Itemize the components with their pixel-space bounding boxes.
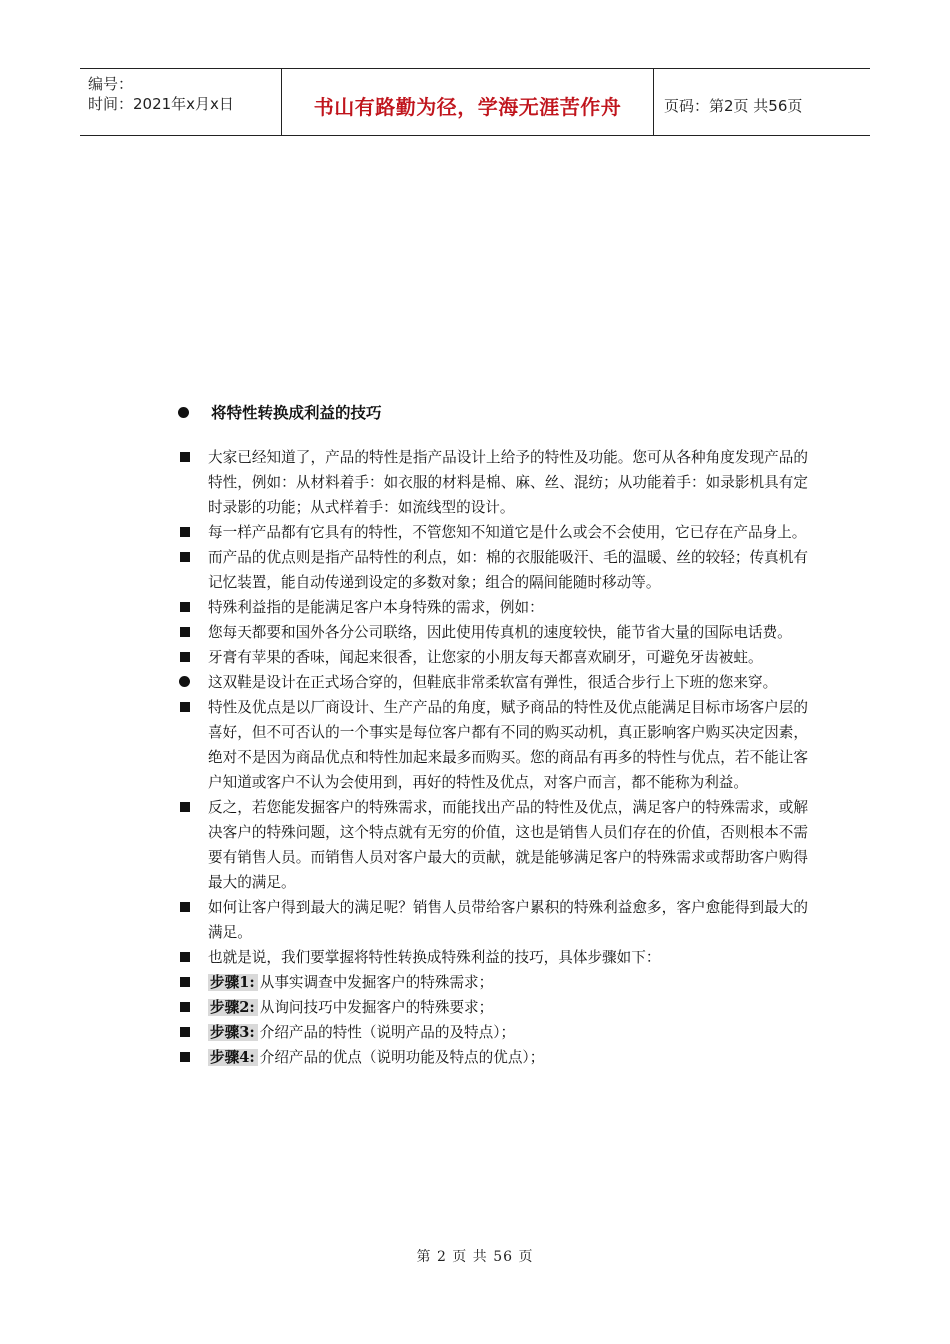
bullet-square-icon <box>178 695 208 795</box>
header-page-info: 页码：第2页 共56页 <box>664 96 803 115</box>
section-heading <box>178 400 808 425</box>
header-motto: 书山有路勤为径，学海无涯苦作舟 <box>282 69 654 135</box>
paragraph-text: 大家已经知道了，产品的特性是指产品设计上给予的特性及功能。您可从各种角度发现产品的特性，例如：从材料着手：如衣服的材料是棉、麻、丝、混纺；从功能着手：如录影机具有定时录影的功能；从式样着手：如流线型的设计。 <box>208 449 808 516</box>
bullet-square-icon <box>178 445 208 520</box>
list-item <box>178 520 808 545</box>
bullet-square-icon <box>178 795 208 895</box>
document-body <box>178 400 808 1070</box>
step-item <box>178 995 808 1020</box>
list-item <box>178 695 808 795</box>
paragraph-text: 这双鞋是设计在正式场合穿的，但鞋底非常柔软富有弹性，很适合步行上下班的您来穿。 <box>208 674 778 691</box>
list-item <box>178 645 808 670</box>
bullet-square-icon <box>178 520 208 545</box>
step-label: 步骤3: <box>208 1024 258 1041</box>
bullet-square-icon <box>178 1020 208 1045</box>
bullet-square-icon <box>178 945 208 970</box>
list-item <box>178 945 808 970</box>
step-label: 步骤4: <box>208 1049 258 1066</box>
paragraph-text: 也就是说，我们要掌握将特性转换成特殊利益的技巧，具体步骤如下： <box>208 949 661 966</box>
step-text: 介绍产品的特性（说明产品的及特点）； <box>259 1024 516 1041</box>
header-meta <box>80 69 282 135</box>
step-text-wrapper <box>208 1020 808 1045</box>
step-list <box>178 970 808 1070</box>
step-text-wrapper <box>208 970 808 995</box>
bullet-square-icon <box>178 645 208 670</box>
list-item <box>178 445 808 520</box>
step-label: 步骤1: <box>208 974 258 991</box>
paragraph-text: 每一样产品都有它具有的特性，不管您知不知道它是什么或会不会使用，它已存在产品身上。 <box>208 524 807 541</box>
step-text-wrapper <box>208 1045 808 1070</box>
step-text: 介绍产品的优点（说明功能及特点的优点）； <box>259 1049 545 1066</box>
paragraph-list <box>178 445 808 970</box>
list-item <box>178 620 808 645</box>
bullet-square-icon <box>178 620 208 645</box>
section-title: 将特性转换成利益的技巧 <box>211 403 382 422</box>
step-item <box>178 1020 808 1045</box>
list-item <box>178 895 808 945</box>
bullet-square-icon <box>178 545 208 595</box>
document-number-label: 编号： <box>88 75 134 93</box>
paragraph-text: 反之，若您能发掘客户的特殊需求，而能找出产品的特性及优点，满足客户的特殊需求，或解决客户的特殊问题，这个特点就有无穷的价值，这也是销售人员们存在的价值，否则根本不需要有销售人员。而销售人员对客户最大的贡献，就是能够满足客户的特殊需求或帮助客户购得最大的满足。 <box>208 799 808 891</box>
page-footer: 第 2 页 共 56 页 <box>416 1249 534 1265</box>
list-item <box>178 595 808 620</box>
document-time-label: 时间：2021年x月x日 <box>88 95 234 113</box>
list-item <box>178 545 808 595</box>
step-text-wrapper <box>208 995 808 1020</box>
step-label: 步骤2: <box>208 999 258 1016</box>
list-item <box>178 795 808 895</box>
bullet-circle-icon <box>178 407 189 418</box>
paragraph-text: 特殊利益指的是能满足客户本身特殊的需求，例如： <box>208 599 544 616</box>
step-text: 从事实调查中发掘客户的特殊需求； <box>259 974 494 991</box>
paragraph-text: 而产品的优点则是指产品特性的利点，如：棉的衣服能吸汗、毛的温暖、丝的较轻；传真机有记忆装置，能自动传递到设定的多数对象；组合的隔间能随时移动等。 <box>208 549 808 591</box>
page-header <box>80 68 870 136</box>
bullet-square-icon <box>178 1045 208 1070</box>
bullet-square-icon <box>178 970 208 995</box>
step-item <box>178 1045 808 1070</box>
bullet-square-icon <box>178 895 208 945</box>
paragraph-text: 特性及优点是以厂商设计、生产产品的角度，赋予商品的特性及优点能满足目标市场客户层的喜好，但不可否认的一个事实是每位客户都有不同的购买动机，真正影响客户购买决定因素，绝对不是因为商品优点和特性加起来最多而购买。您的商品有再多的特性与优点，若不能让客户知道或客户不认为会使用到，再好的特性及优点，对客户而言，都不能称为利益。 <box>208 699 808 791</box>
bullet-square-icon <box>178 995 208 1020</box>
bullet-square-icon <box>178 595 208 620</box>
paragraph-text: 您每天都要和国外各分公司联络，因此使用传真机的速度较快，能节省大量的国际电话费。 <box>208 624 792 641</box>
paragraph-text: 牙膏有苹果的香味，闻起来很香，让您家的小朋友每天都喜欢刷牙，可避免牙齿被蛀。 <box>208 649 763 666</box>
paragraph-text: 如何让客户得到最大的满足呢？销售人员带给客户累积的特殊利益愈多，客户愈能得到最大的满足。 <box>208 899 808 941</box>
list-item <box>178 670 808 695</box>
step-item <box>178 970 808 995</box>
step-text: 从询问技巧中发掘客户的特殊要求； <box>259 999 494 1016</box>
bullet-circle-icon <box>178 670 208 695</box>
